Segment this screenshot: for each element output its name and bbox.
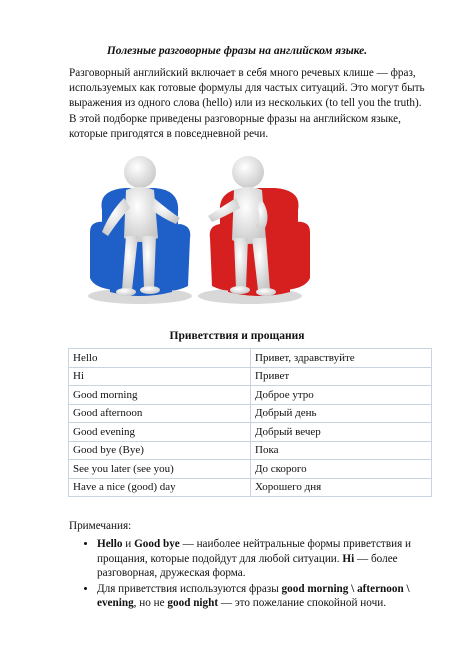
- note-bold: good morning \ afternoon \ evening: [97, 582, 410, 610]
- phrase-english: Good bye (Bye): [69, 441, 251, 460]
- phrase-english: Good afternoon: [69, 404, 251, 423]
- table-row: [69, 478, 432, 497]
- phrase-english: Good morning: [69, 386, 251, 405]
- phrases-table: [68, 348, 432, 497]
- note-text: и: [122, 538, 135, 550]
- phrase-russian: До скорого: [251, 460, 432, 479]
- table-row: [69, 404, 432, 423]
- intro-paragraph: Разговорный английский включает в себя много речевых клише — фраз, используемых как готовые формулы для частых ситуаций. Это могут быть выражения из одного слова (hello) или из нескольких (to tell you the truth). В этой подборке приведены разговорные фразы на английском языке, которые пригодятся в повседневной речи.: [69, 67, 425, 140]
- phrase-russian: Добрый вечер: [251, 423, 432, 442]
- section-title: Приветствия и прощания: [169, 330, 305, 342]
- document-title: Полезные разговорные фразы на английском языке.: [106, 45, 368, 57]
- notes-heading: Примечания:: [69, 520, 132, 532]
- phrase-russian: Доброе утро: [251, 386, 432, 405]
- phrase-english: Good evening: [69, 423, 251, 442]
- note-text: — более разговорная, дружеская форма.: [97, 552, 398, 580]
- phrase-english: Have a nice (good) day: [69, 478, 251, 497]
- phrase-english: Hello: [69, 349, 251, 368]
- phrase-russian: Добрый день: [251, 404, 432, 423]
- table-row: [69, 349, 432, 368]
- note-text: — наиболее нейтральные формы приветствия и прощания, которые подойдут для любой ситуации.: [97, 538, 412, 565]
- table-row: [69, 441, 432, 460]
- note-text: Для приветствия используются фразы: [97, 582, 282, 595]
- phrase-english: Hi: [69, 367, 251, 386]
- note-bold: good night: [167, 597, 219, 610]
- phrase-english: See you later (see you): [69, 460, 251, 479]
- note-text: , но не: [133, 597, 168, 610]
- note-bold: Hello: [97, 538, 123, 550]
- table-row: [69, 423, 432, 442]
- list-item: [97, 582, 429, 611]
- phrase-russian: Привет, здравствуйте: [251, 349, 432, 368]
- note-text: — это пожелание спокойной ночи.: [218, 597, 386, 610]
- list-item: [97, 537, 429, 581]
- phrase-russian: Привет: [251, 367, 432, 386]
- note-bold: Hi: [342, 552, 355, 565]
- note-bold: Good bye: [134, 538, 180, 550]
- table-row: [69, 460, 432, 479]
- table-row: [69, 386, 432, 405]
- table-row: [69, 367, 432, 386]
- phrase-russian: Хорошего дня: [251, 478, 432, 497]
- notes-list: [69, 537, 429, 612]
- phrase-russian: Пока: [251, 441, 432, 460]
- conversation-illustration: [80, 150, 320, 312]
